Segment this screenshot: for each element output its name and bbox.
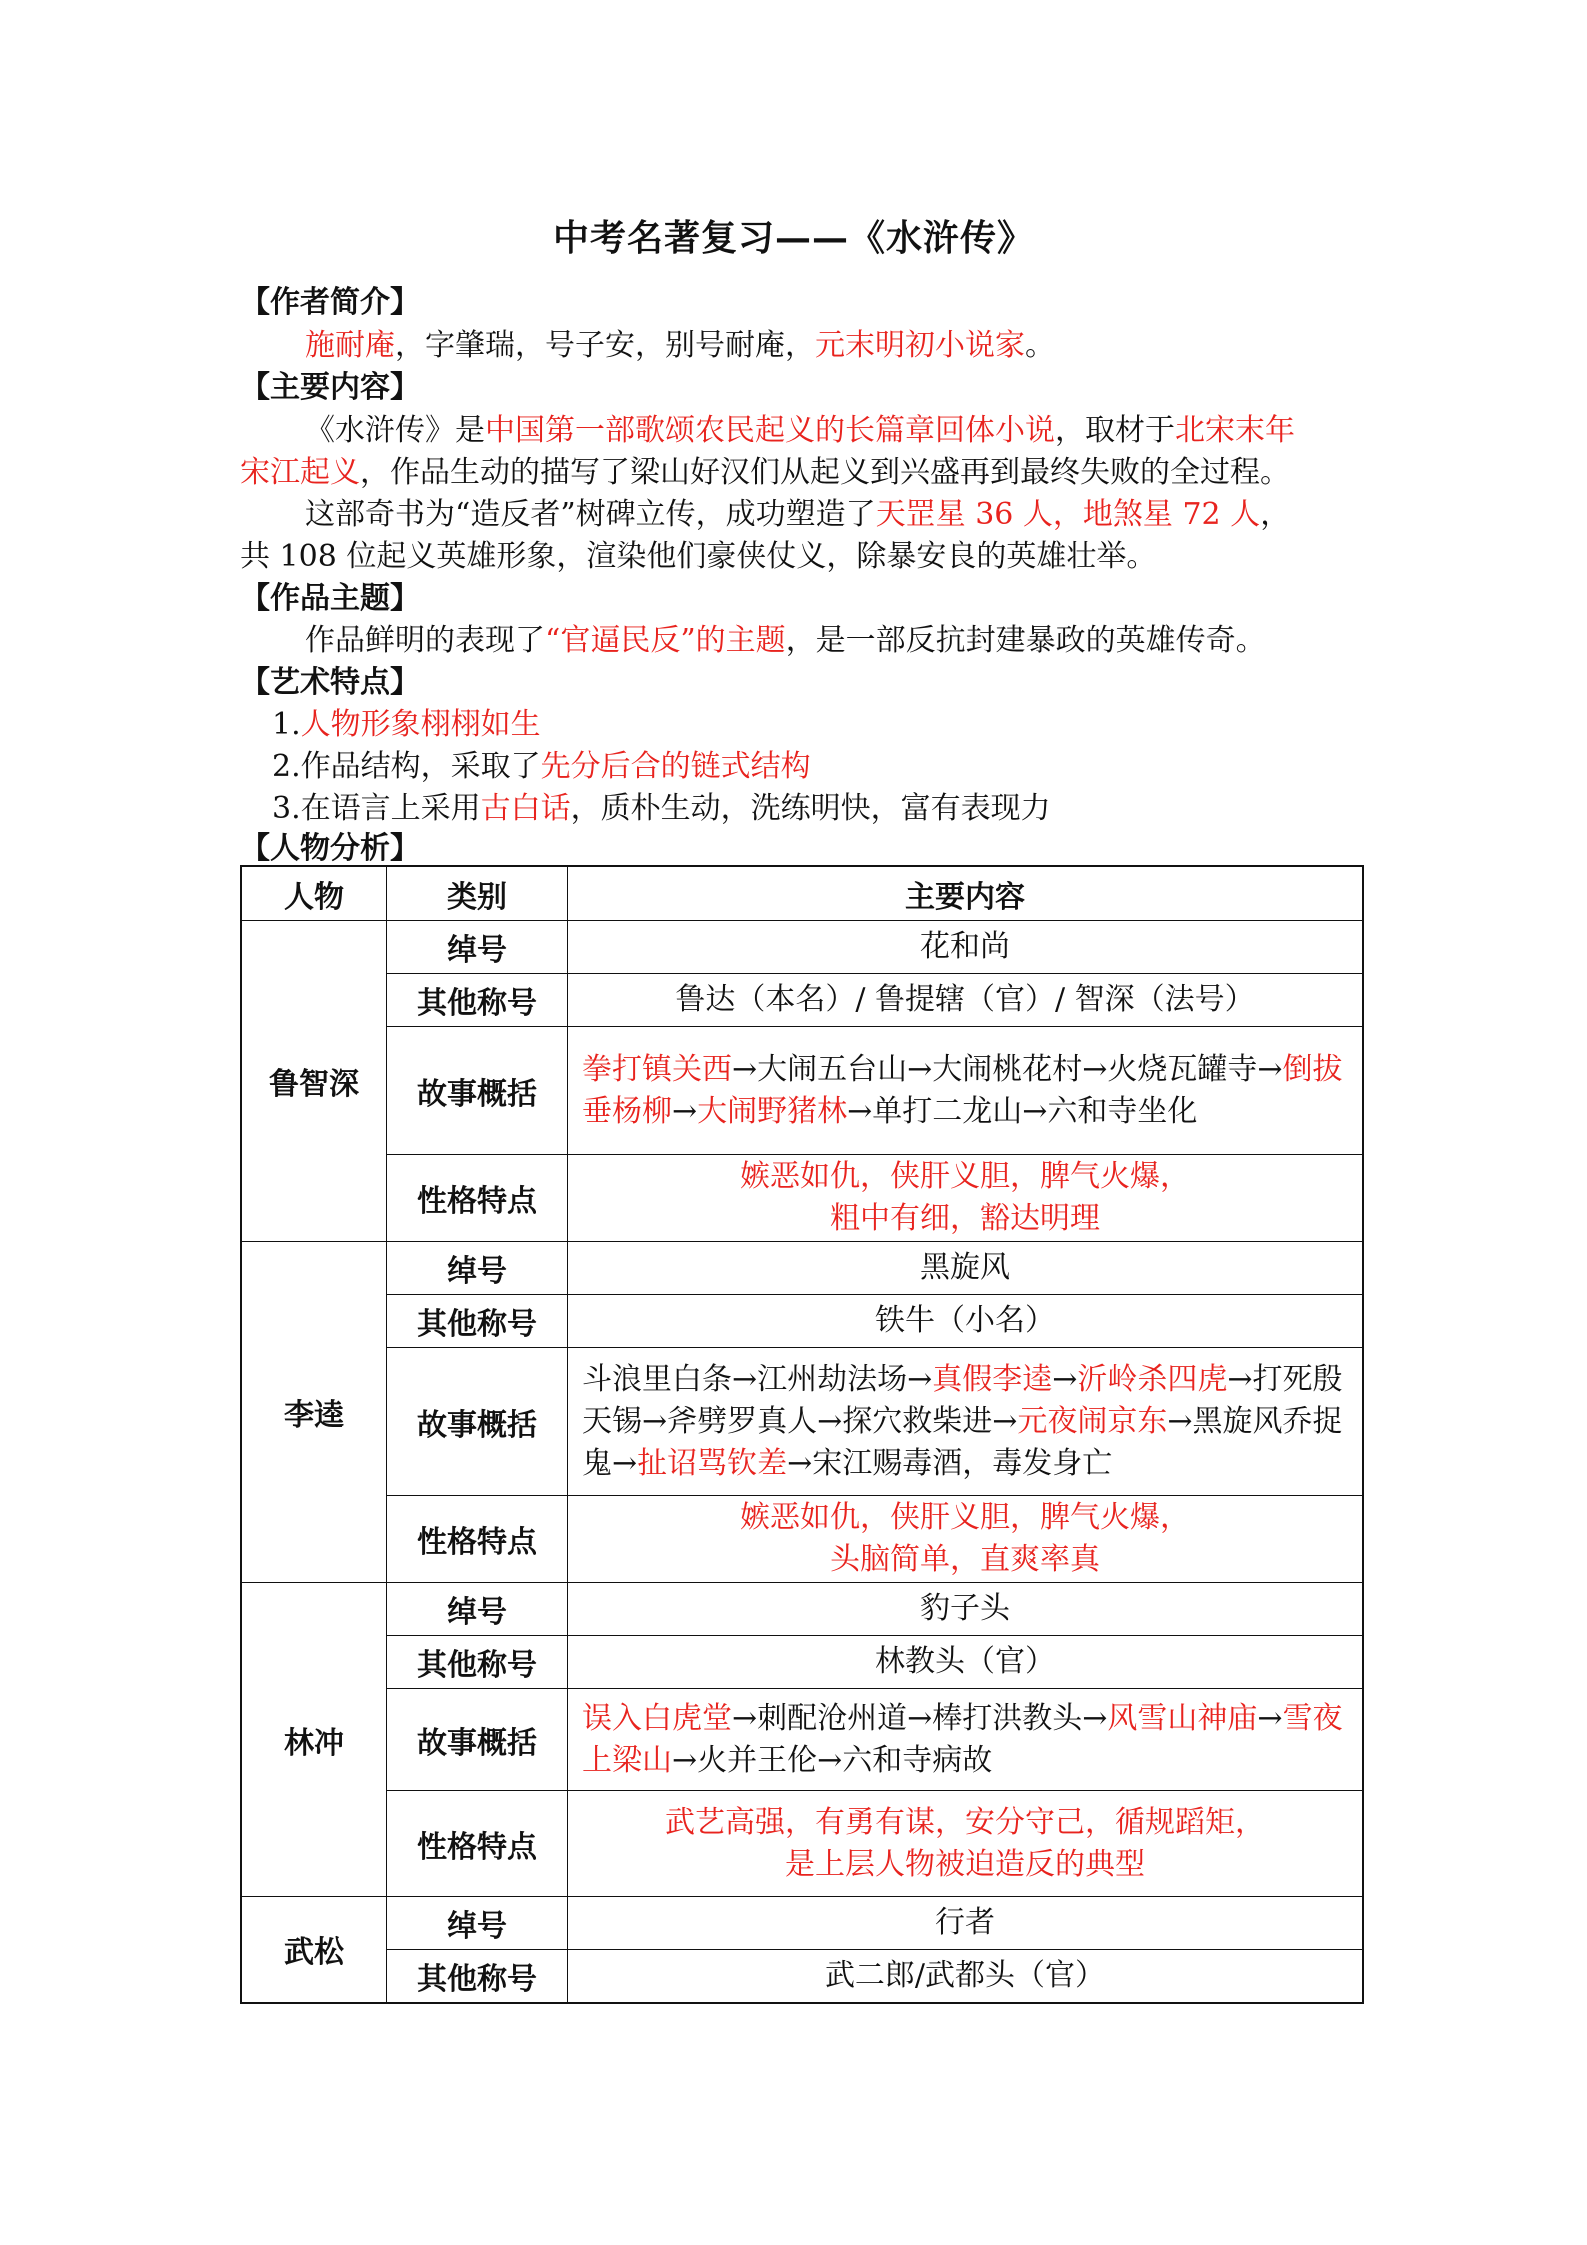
art-item-text: 3.在语言上采用: [272, 791, 481, 826]
nickname-value: 豹子头: [568, 1583, 1364, 1636]
table-row: [241, 1242, 1363, 1295]
story-text: →: [1257, 1700, 1283, 1736]
story-highlight: 拳打镇关西: [582, 1051, 732, 1087]
table-row: [241, 1791, 1363, 1897]
category-label: 其他称号: [387, 974, 568, 1027]
table-row: [241, 1496, 1363, 1583]
nickname-value: 花和尚: [568, 921, 1364, 974]
art-item-highlight: 人物形象栩栩如生: [300, 707, 541, 742]
story-text: 斗浪里白条→江州劫法场→: [582, 1361, 933, 1397]
table-header-row: [241, 866, 1363, 921]
table-row: [241, 1583, 1363, 1636]
category-label: 其他称号: [387, 1636, 568, 1689]
story-text: →宋江赐毒酒，毒发身亡: [787, 1445, 1113, 1481]
author-name: 施耐庵: [305, 328, 395, 363]
other-title-value: 林教头（官）: [568, 1636, 1364, 1689]
table-row: [241, 1636, 1363, 1689]
story-highlight: 沂岭杀四虎: [1077, 1361, 1228, 1397]
table-row: [241, 1348, 1363, 1496]
character-name: 李逵: [241, 1242, 387, 1583]
art-item-highlight: 古白话: [480, 791, 571, 826]
trait-value: [568, 1791, 1364, 1897]
content-text: ，: [1260, 497, 1291, 532]
category-label: 绰号: [387, 1897, 568, 1950]
page-title: 中考名著复习——《水浒传》: [552, 217, 1034, 259]
story-summary: [568, 1027, 1364, 1155]
table-row: [241, 1295, 1363, 1348]
story-text: →单打二龙山→六和寺坐化: [847, 1093, 1198, 1129]
category-label: 其他称号: [387, 1295, 568, 1348]
category-label: 绰号: [387, 1583, 568, 1636]
trait-line: 武艺高强，有勇有谋，安分守己，循规蹈矩，: [665, 1804, 1265, 1840]
story-text: →: [672, 1093, 698, 1129]
art-item-number: 1.: [272, 707, 301, 742]
story-highlight: 误入白虎堂: [582, 1700, 732, 1736]
story-highlight: 大闹野猪林: [697, 1093, 848, 1129]
table-row: [241, 1155, 1363, 1242]
nickname-value: 黑旋风: [568, 1242, 1364, 1295]
category-label: 故事概括: [387, 1027, 568, 1155]
trait-value: [568, 1496, 1364, 1583]
nickname-value: 行者: [568, 1897, 1364, 1950]
art-item-highlight: 先分后合的链式结构: [540, 749, 811, 784]
trait-line: 粗中有细，豁达明理: [830, 1201, 1100, 1236]
author-end: 。: [1025, 328, 1055, 363]
story-highlight: 雪夜上梁山: [582, 1700, 1343, 1778]
content-highlight: 宋江起义: [240, 455, 360, 490]
content-line: [305, 489, 1290, 533]
category-label: 绰号: [387, 921, 568, 974]
trait-value: [568, 1155, 1364, 1242]
table-row: [241, 974, 1363, 1027]
header-category: 类别: [387, 866, 568, 921]
art-item-3: [272, 783, 1051, 827]
character-table: [240, 865, 1364, 2004]
story-text: →火并王伦→六和寺病故: [672, 1742, 993, 1778]
story-highlight: 真假李逵: [932, 1361, 1053, 1397]
story-text: →打死殷天锡→斧劈罗真人→探穴救柴进→: [582, 1361, 1343, 1439]
category-label: 性格特点: [387, 1496, 568, 1583]
content-text: ，取材于: [1055, 413, 1175, 448]
character-name: 林冲: [241, 1583, 387, 1897]
author-era: 元末明初小说家: [815, 328, 1025, 363]
category-label: 故事概括: [387, 1348, 568, 1496]
table-row: [241, 1689, 1363, 1791]
story-text: →: [1052, 1361, 1078, 1397]
content-text: ，作品生动的描写了梁山好汉们从起义到兴盛再到最终失败的全过程。: [360, 455, 1290, 490]
trait-line: 嫉恶如仇，侠肝义胆，脾气火爆，: [740, 1159, 1190, 1194]
story-summary: [568, 1689, 1364, 1791]
trait-line: 头脑简单，直爽率真: [830, 1542, 1100, 1577]
story-text: →刺配沧州道→棒打洪教头→: [732, 1700, 1108, 1736]
category-label: 性格特点: [387, 1791, 568, 1897]
author-details: ，字肇瑞，号子安，别号耐庵，: [395, 328, 815, 363]
character-name: 鲁智深: [241, 921, 387, 1242]
content-line: [240, 531, 1156, 575]
content-text: 共 108 位起义英雄形象，渲染他们豪侠仗义，除暴安良的英雄壮举。: [240, 539, 1157, 574]
content-highlight: 北宋末年: [1175, 413, 1295, 448]
story-highlight: 风雪山神庙: [1107, 1700, 1258, 1736]
header-content: 主要内容: [568, 866, 1364, 921]
content-highlight: 天罡星 36 人，地煞星 72 人: [875, 497, 1261, 532]
other-title-value: 武二郎/武都头（官）: [568, 1950, 1364, 2003]
theme-highlight: “官逼民反”的主题: [545, 623, 786, 658]
other-title-value: 鲁达（本名）/ 鲁提辖（官）/ 智深（法号）: [568, 974, 1364, 1027]
theme-text: 作品鲜明的表现了: [305, 623, 545, 658]
other-title-value: 铁牛（小名）: [568, 1295, 1364, 1348]
author-line: [305, 320, 1055, 364]
section-heading-theme: 【作品主题】: [240, 581, 420, 616]
trait-line: 是上层人物被迫造反的典型: [785, 1846, 1145, 1882]
story-highlight: 倒拔垂杨柳: [582, 1051, 1343, 1129]
art-item-1: [272, 699, 541, 743]
header-person: 人物: [241, 866, 387, 921]
story-summary: [568, 1348, 1364, 1496]
content-highlight: 中国第一部歌颂农民起义的长篇章回体小说: [485, 413, 1055, 448]
art-item-2: [272, 741, 811, 785]
trait-line: 嫉恶如仇，侠肝义胆，脾气火爆，: [740, 1500, 1190, 1535]
category-label: 绰号: [387, 1242, 568, 1295]
art-item-text: 2.作品结构，采取了: [272, 749, 541, 784]
table-row: [241, 1027, 1363, 1155]
story-text: →黑旋风乔捉鬼→: [582, 1403, 1343, 1481]
content-line: [305, 405, 1295, 449]
category-label: 性格特点: [387, 1155, 568, 1242]
story-text: →大闹五台山→大闹桃花村→火烧瓦罐寺→: [732, 1051, 1283, 1087]
section-heading-author: 【作者简介】: [240, 285, 420, 320]
theme-text: ，是一部反抗封建暴政的英雄传奇。: [785, 623, 1266, 658]
content-line: [240, 447, 1290, 491]
category-label: 故事概括: [387, 1689, 568, 1791]
section-heading-art: 【艺术特点】: [240, 665, 420, 700]
table-row: [241, 1897, 1363, 1950]
content-text: 这部奇书为“造反者”树碑立传，成功塑造了: [305, 497, 876, 532]
category-label: 其他称号: [387, 1950, 568, 2003]
table-row: [241, 921, 1363, 974]
story-highlight: 扯诏骂钦差: [637, 1445, 788, 1481]
section-heading-characters: 【人物分析】: [240, 831, 420, 866]
character-name: 武松: [241, 1897, 387, 2003]
section-heading-content: 【主要内容】: [240, 370, 420, 405]
story-highlight: 元夜闹京东: [1017, 1403, 1168, 1439]
art-item-text: ，质朴生动，洗练明快，富有表现力: [570, 791, 1051, 826]
table-row: [241, 1950, 1363, 2003]
content-text: 《水浒传》是: [305, 413, 485, 448]
theme-line: [305, 615, 1266, 659]
